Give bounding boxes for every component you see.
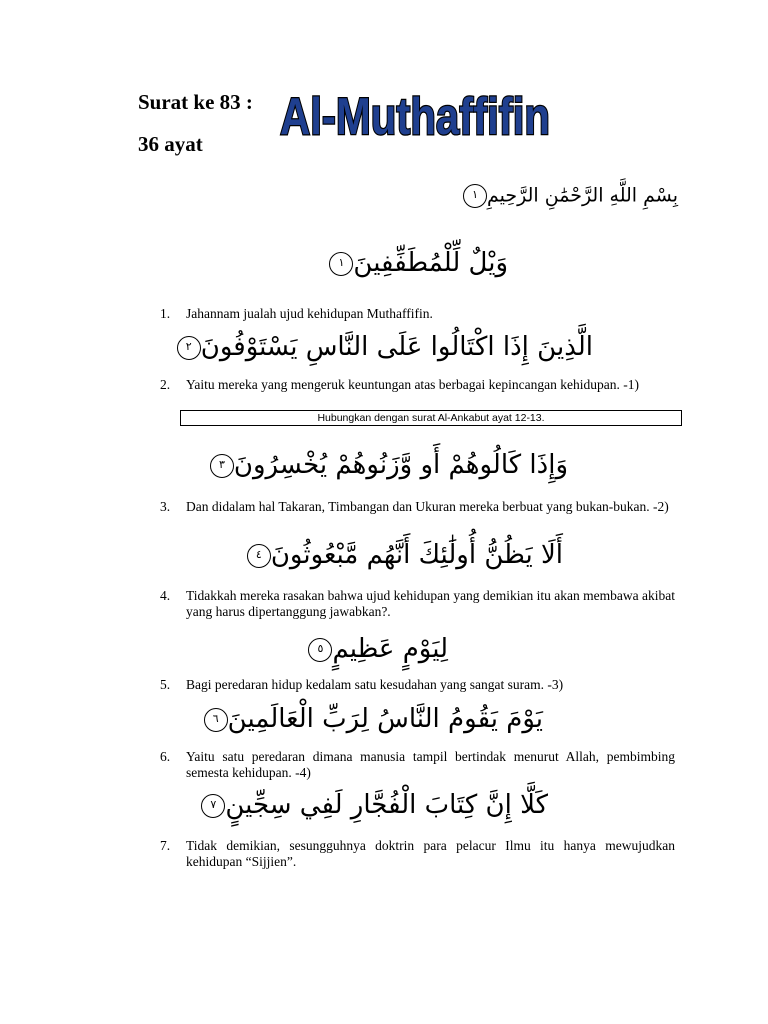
basmalah	[457, 184, 678, 208]
ayah-number-marker: ١	[463, 184, 487, 208]
surah-title-text: Al-Muthaffifin	[280, 88, 550, 146]
translation-1	[160, 306, 675, 322]
surat-number: Surat ke 83 :	[138, 90, 253, 114]
translation-5	[160, 677, 675, 693]
verse-text: يَوْمَ يَقُومُ النَّاسُ لِرَبِّ الْعَالَمِينَ	[227, 704, 543, 734]
translation-number: 1.	[160, 306, 171, 321]
translation-text: Tidakkah mereka rasakan bahwa ujud kehidupan yang demikian itu akan membawa akibat yang harus dipertanggung jawabkan?.	[186, 588, 675, 619]
translation-7	[160, 838, 675, 870]
verse-5	[302, 634, 448, 664]
verse-text: الَّذِينَ إِذَا اكْتَالُوا عَلَى النَّاسِ يَسْتَوْفُونَ	[200, 332, 593, 362]
translation-number: 7.	[160, 838, 171, 853]
verse-text: وَيْلٌ لِّلْمُطَفِّفِينَ	[353, 248, 508, 278]
translation-number: 5.	[160, 677, 171, 692]
verse-4	[241, 540, 563, 570]
verse-1	[323, 248, 508, 278]
ayah-number-marker: ٤	[247, 544, 271, 568]
translation-3	[160, 499, 675, 515]
ayah-number-marker: ٦	[204, 708, 228, 732]
translation-text: Dan didalam hal Takaran, Timbangan dan Ukuran mereka berbuat yang bukan-bukan. -2)	[186, 499, 669, 514]
ayat-count: 36 ayat	[138, 132, 203, 156]
ayah-number-marker: ٣	[210, 454, 234, 478]
translation-text: Tidak demikian, sesungguhnya doktrin para pelacur Ilmu itu hanya mewujudkan kehidupan “Sijjien”.	[186, 838, 675, 869]
note-box: Hubungkan dengan surat Al-Ankabut ayat 12-13.	[180, 410, 682, 426]
translation-number: 3.	[160, 499, 171, 514]
verse-6	[198, 704, 543, 734]
translation-6	[160, 749, 675, 781]
translation-text: Yaitu mereka yang mengeruk keuntungan atas berbagai kepincangan kehidupan. -1)	[186, 377, 639, 392]
translation-text: Yaitu satu peredaran dimana manusia tampil bertindak menurut Allah, pembimbing semesta kehidupan. -4)	[186, 749, 675, 780]
verse-text: وَإِذَا كَالُوهُمْ أَو وَّزَنُوهُمْ يُخْسِرُونَ	[233, 450, 568, 480]
ayah-number-marker: ٥	[308, 638, 332, 662]
translation-4	[160, 588, 675, 620]
translation-2	[160, 377, 675, 393]
translation-text: Bagi peredaran hidup kedalam satu kesudahan yang sangat suram. -3)	[186, 677, 564, 692]
ayah-number-marker: ٢	[177, 336, 201, 360]
verse-text: لِيَوْمٍ عَظِيمٍ	[332, 634, 448, 664]
verse-2	[171, 332, 593, 362]
verse-text: كَلَّا إِنَّ كِتَابَ الْفُجَّارِ لَفِي سِجِّينٍ	[225, 790, 548, 820]
surah-title	[276, 80, 566, 146]
ayah-number-marker: ٧	[201, 794, 225, 818]
basmalah-text: بِسْمِ اللَّهِ الرَّحْمَٰنِ الرَّحِيمِ	[487, 184, 678, 207]
verse-3	[204, 450, 568, 480]
verse-text: أَلَا يَظُنُّ أُولَٰئِكَ أَنَّهُم مَّبْعُوثُونَ	[270, 540, 563, 570]
translation-number: 2.	[160, 377, 171, 392]
verse-7	[195, 790, 548, 820]
translation-number: 6.	[160, 749, 171, 764]
translation-number: 4.	[160, 588, 171, 603]
ayah-number-marker: ١	[329, 252, 353, 276]
translation-text: Jahannam jualah ujud kehidupan Muthaffifin.	[186, 306, 433, 321]
